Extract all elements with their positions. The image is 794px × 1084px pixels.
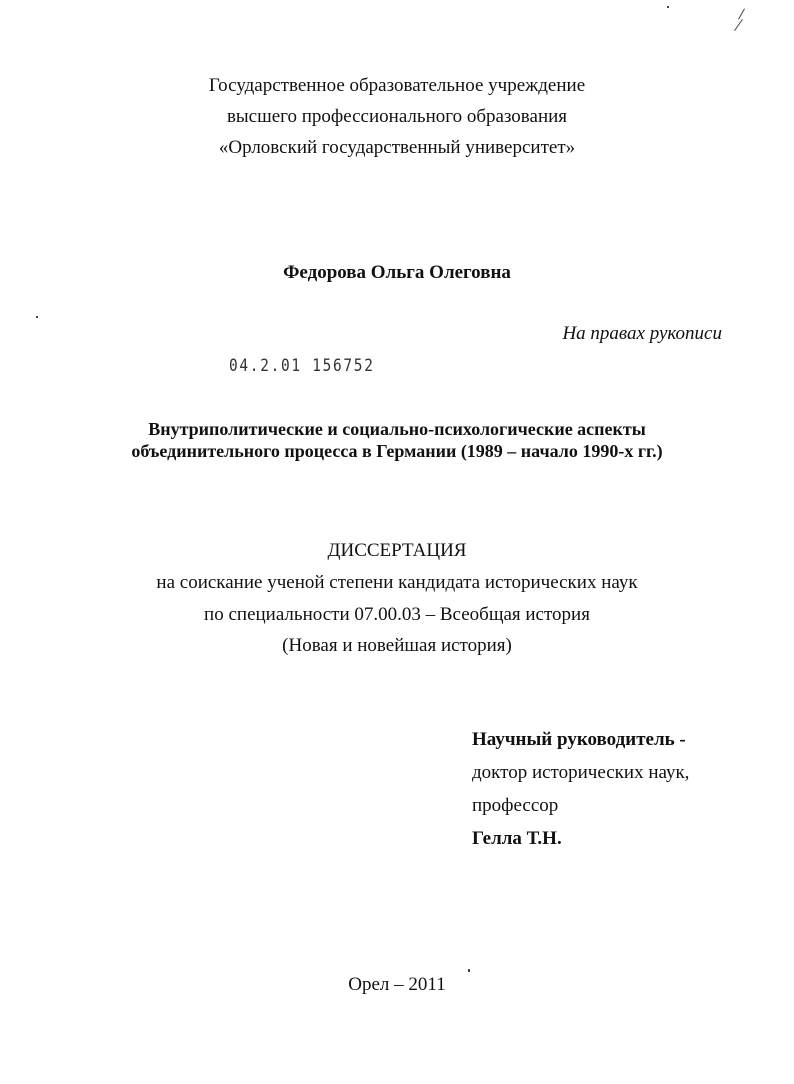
institution-line-1: Государственное образовательное учреждение — [208, 75, 586, 96]
scan-mark — [734, 19, 743, 31]
supervisor-title: профессор — [472, 795, 559, 816]
rights-note: На правах рукописи — [562, 323, 722, 344]
institution-line-3: «Орловский государственный университет» — [218, 137, 576, 158]
degree-line-2: по специальности 07.00.03 – Всеобщая история — [204, 604, 590, 625]
author-name: Федорова Ольга Олеговна — [283, 262, 511, 283]
dissertation-title-line-1: Внутриполитические и социально-психологические аспекты — [148, 419, 646, 439]
scan-mark — [468, 969, 470, 972]
institution-line-2: высшего профессионального образования — [226, 106, 568, 127]
supervisor-block — [472, 726, 689, 858]
supervisor-role: Научный руководитель - — [472, 729, 686, 750]
dissertation-title-line-2: объединительного процесса в Германии (1989 – начало 1990-х гг.) — [131, 441, 663, 461]
scan-mark — [667, 6, 669, 8]
supervisor-degree: доктор исторических наук, — [472, 762, 690, 783]
degree-line-1: на соискание ученой степени кандидата исторических наук — [156, 572, 638, 593]
supervisor-name: Гелла Т.Н. — [472, 828, 562, 849]
city-year: Орел – 2011 — [348, 974, 446, 995]
degree-line-3: (Новая и новейшая история) — [282, 635, 512, 656]
scan-mark — [36, 316, 38, 318]
archive-stamp-number: 04.2.01 156752 — [229, 356, 375, 376]
work-type: ДИССЕРТАЦИЯ — [327, 540, 467, 561]
